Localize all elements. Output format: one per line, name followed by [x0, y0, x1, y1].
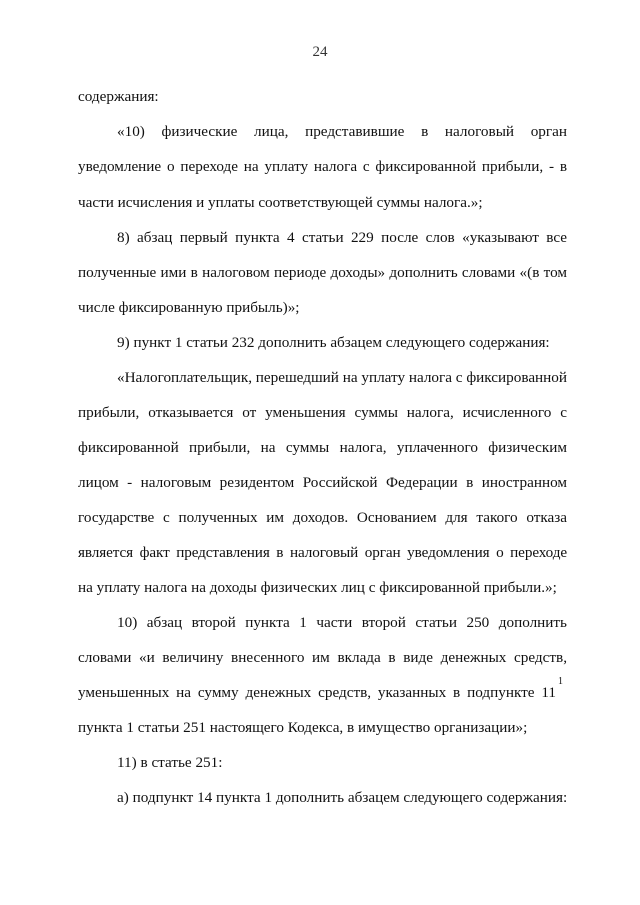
text-line: на уплату налога на доходы физических лиц с фиксированной прибыли.»;	[78, 579, 557, 596]
text-line: содержания:	[78, 88, 159, 105]
text-line: пункта 1 статьи 251 настоящего Кодекса, в имущество организации»;	[78, 719, 528, 736]
text-line: 9) пункт 1 статьи 232 дополнить абзацем следующего содержания:	[117, 334, 550, 351]
text-line: 10) абзац второй пункта 1 части второй статьи 250 дополнить	[117, 614, 567, 631]
text-line: словами «и величину внесенного им вклада в виде денежных средств,	[78, 649, 567, 666]
footnote-marker: 1	[558, 676, 563, 687]
text-line: части исчисления и уплаты соответствующей суммы налога.»;	[78, 194, 483, 211]
text-line: полученные ими в налоговом периоде доходы» дополнить словами «(в том	[78, 264, 567, 281]
text-line: 11) в статье 251:	[117, 754, 223, 771]
text-line: государстве с полученных им доходов. Основанием для такого отказа	[78, 509, 567, 526]
text-line: уменьшенных на сумму денежных средств, указанных в подпункте 11	[78, 684, 556, 701]
text-line: 8) абзац первый пункта 4 статьи 229 после слов «указывают все	[117, 229, 567, 246]
text-line: «Налогоплательщик, перешедший на уплату налога с фиксированной	[117, 369, 568, 386]
text-line: «10) физические лица, представившие в налоговый орган	[117, 123, 567, 140]
text-line: фиксированной прибыли, на суммы налога, уплаченного физическим	[78, 439, 567, 456]
text-line: а) подпункт 14 пункта 1 дополнить абзацем следующего содержания:	[117, 789, 568, 806]
text-line: числе фиксированную прибыль)»;	[78, 299, 300, 316]
page-number: 24	[312, 44, 328, 60]
text-line: уведомление о переходе на уплату налога с фиксированной прибыли, - в	[78, 158, 567, 175]
text-line: является факт представления в налоговый орган уведомления о переходе	[78, 544, 567, 561]
text-line: прибыли, отказывается от уменьшения суммы налога, исчисленного с	[78, 404, 567, 421]
text-line: лицом - налоговым резидентом Российской Федерации в иностранном	[78, 474, 567, 491]
